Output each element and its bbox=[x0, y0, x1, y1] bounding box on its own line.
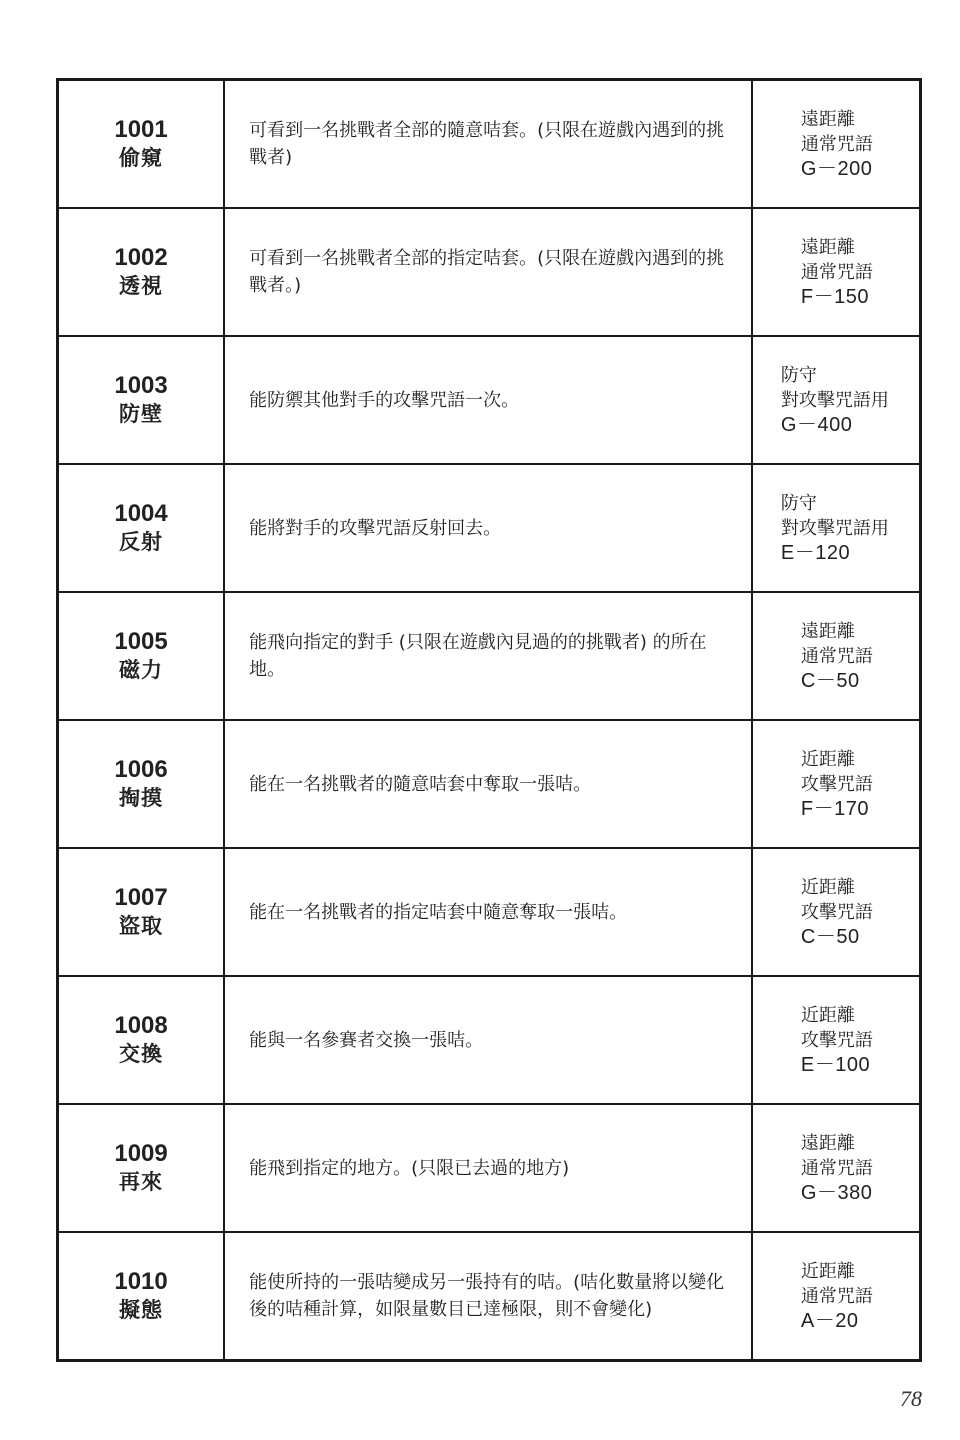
card-description: 能在一名挑戰者的隨意咭套中奪取一張咭。 bbox=[224, 720, 752, 848]
card-type-cell bbox=[752, 80, 921, 209]
card-name: 反射 bbox=[119, 530, 164, 554]
card-category: 通常咒語 bbox=[800, 645, 873, 667]
card-range: 防守 bbox=[780, 364, 817, 386]
card-grade: F－170 bbox=[800, 797, 869, 820]
card-name: 偷窺 bbox=[119, 146, 164, 170]
card-description: 能使所持的一張咭變成另一張持有的咭。(咭化數量將以變化後的咭種計算，如限量數目已達極限，則不會變化) bbox=[224, 1232, 752, 1361]
card-id-cell bbox=[58, 1104, 225, 1232]
card-category: 通常咒語 bbox=[800, 133, 873, 155]
card-grade: F－150 bbox=[800, 285, 869, 308]
card-name: 交換 bbox=[119, 1042, 164, 1066]
card-grade: G－380 bbox=[800, 1181, 873, 1204]
card-category: 通常咒語 bbox=[800, 1285, 873, 1307]
table-row bbox=[58, 1104, 921, 1232]
card-type-cell bbox=[752, 848, 921, 976]
card-type-cell bbox=[752, 720, 921, 848]
card-description: 能在一名挑戰者的指定咭套中隨意奪取一張咭。 bbox=[224, 848, 752, 976]
card-id-cell bbox=[58, 592, 225, 720]
card-type-cell bbox=[752, 1104, 921, 1232]
card-id-cell bbox=[58, 208, 225, 336]
card-description: 能與一名參賽者交換一張咭。 bbox=[224, 976, 752, 1104]
card-number: 1004 bbox=[114, 500, 168, 527]
card-category: 攻擊咒語 bbox=[800, 1029, 873, 1051]
card-range: 遠距離 bbox=[800, 108, 855, 130]
table-row bbox=[58, 720, 921, 848]
card-grade: C－50 bbox=[800, 925, 860, 948]
card-type-cell bbox=[752, 464, 921, 592]
table-row bbox=[58, 1232, 921, 1361]
card-number: 1006 bbox=[114, 756, 168, 783]
card-type-cell bbox=[752, 208, 921, 336]
card-grade: C－50 bbox=[800, 669, 860, 692]
card-grade: G－400 bbox=[780, 413, 853, 436]
card-type-cell bbox=[752, 336, 921, 464]
card-range: 近距離 bbox=[800, 1004, 855, 1026]
card-range: 遠距離 bbox=[800, 1132, 855, 1154]
card-name: 透視 bbox=[119, 274, 164, 298]
card-grade: A－20 bbox=[800, 1309, 859, 1332]
card-number: 1003 bbox=[114, 372, 168, 399]
card-description: 可看到一名挑戰者全部的指定咭套。(只限在遊戲內遇到的挑戰者。) bbox=[224, 208, 752, 336]
card-category: 通常咒語 bbox=[800, 261, 873, 283]
spell-card-table bbox=[56, 78, 922, 1362]
card-id-cell bbox=[58, 976, 225, 1104]
card-number: 1009 bbox=[114, 1140, 168, 1167]
card-description: 能飛到指定的地方。(只限已去過的地方) bbox=[224, 1104, 752, 1232]
card-description: 能將對手的攻擊咒語反射回去。 bbox=[224, 464, 752, 592]
card-grade: E－120 bbox=[780, 541, 851, 564]
card-id-cell bbox=[58, 336, 225, 464]
card-number: 1002 bbox=[114, 244, 168, 271]
card-category: 攻擊咒語 bbox=[800, 773, 873, 795]
table-row bbox=[58, 80, 921, 209]
table-row bbox=[58, 208, 921, 336]
table-row bbox=[58, 592, 921, 720]
card-range: 遠距離 bbox=[800, 620, 855, 642]
page-number: 78 bbox=[900, 1386, 922, 1411]
card-range: 近距離 bbox=[800, 876, 855, 898]
card-name: 盜取 bbox=[119, 914, 164, 938]
card-id-cell bbox=[58, 464, 225, 592]
card-number: 1010 bbox=[114, 1268, 168, 1295]
card-category: 攻擊咒語 bbox=[800, 901, 873, 923]
card-id-cell bbox=[58, 80, 225, 209]
card-grade: E－100 bbox=[800, 1053, 871, 1076]
card-range: 遠距離 bbox=[800, 236, 855, 258]
card-type-cell bbox=[752, 592, 921, 720]
card-name: 防壁 bbox=[119, 402, 164, 426]
table-row bbox=[58, 848, 921, 976]
card-name: 掏摸 bbox=[119, 786, 164, 810]
card-category: 對攻擊咒語用 bbox=[780, 517, 889, 539]
card-name: 擬態 bbox=[119, 1298, 164, 1322]
card-category: 通常咒語 bbox=[800, 1157, 873, 1179]
card-name: 再來 bbox=[119, 1170, 164, 1194]
card-category: 對攻擊咒語用 bbox=[780, 389, 889, 411]
table-row bbox=[58, 464, 921, 592]
card-description: 能飛向指定的對手 (只限在遊戲內見過的的挑戰者) 的所在地。 bbox=[224, 592, 752, 720]
card-range: 近距離 bbox=[800, 1260, 855, 1282]
card-description: 可看到一名挑戰者全部的隨意咭套。(只限在遊戲內遇到的挑戰者) bbox=[224, 80, 752, 209]
card-grade: G－200 bbox=[800, 157, 873, 180]
card-range: 近距離 bbox=[800, 748, 855, 770]
card-description: 能防禦其他對手的攻擊咒語一次。 bbox=[224, 336, 752, 464]
card-name: 磁力 bbox=[119, 658, 164, 682]
card-id-cell bbox=[58, 720, 225, 848]
table-row bbox=[58, 336, 921, 464]
card-number: 1007 bbox=[114, 884, 168, 911]
card-type-cell bbox=[752, 1232, 921, 1361]
card-id-cell bbox=[58, 1232, 225, 1361]
card-type-cell bbox=[752, 976, 921, 1104]
card-number: 1001 bbox=[114, 116, 168, 143]
card-number: 1005 bbox=[114, 628, 168, 655]
table-row bbox=[58, 976, 921, 1104]
card-id-cell bbox=[58, 848, 225, 976]
card-number: 1008 bbox=[114, 1012, 168, 1039]
card-range: 防守 bbox=[780, 492, 817, 514]
